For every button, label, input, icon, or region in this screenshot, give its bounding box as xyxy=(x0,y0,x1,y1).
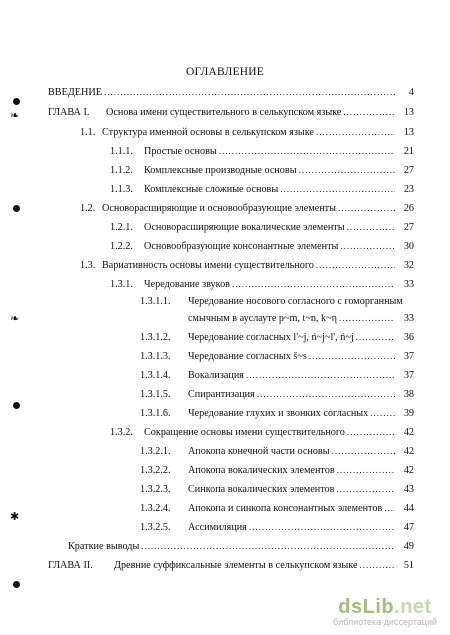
toc-entry-number: 1.1.1. xyxy=(110,146,133,157)
toc-page-number: 23 xyxy=(403,184,414,195)
leader-dots xyxy=(249,519,395,535)
toc-entry xyxy=(110,219,414,235)
toc-entry-text: Основорасширяющие вокалические элементы xyxy=(144,222,345,233)
toc-entry xyxy=(110,181,414,197)
toc-entry-number: 1.3.1. xyxy=(110,279,133,290)
toc-entry-number: 1.3. xyxy=(80,260,96,271)
toc-page-number: 27 xyxy=(403,165,414,176)
watermark-logo-main: dsLib xyxy=(338,596,395,618)
toc-entry xyxy=(110,162,414,178)
toc-entry-text: Простые основы xyxy=(144,146,217,157)
toc-entry xyxy=(140,519,414,535)
leader-dots xyxy=(356,329,395,345)
leader-dots xyxy=(257,386,395,402)
toc-entry-text: Основа имени существительного в селькупском языке xyxy=(106,107,342,118)
toc-entry-text: Древние суффиксальные элементы в селькупском языке xyxy=(114,560,358,571)
toc-page-number: 27 xyxy=(403,222,414,233)
toc-title: ОГЛАВЛЕНИЕ xyxy=(186,66,264,78)
toc-entry-number: ГЛАВА I. xyxy=(48,107,90,118)
toc-entry-number: 1.3.2.1. xyxy=(140,446,171,457)
toc-entry xyxy=(80,200,414,216)
toc-entry xyxy=(140,500,414,516)
toc-entry-text: Комплексные производные основы xyxy=(144,165,297,176)
toc-entry-number: 1.3.2.5. xyxy=(140,522,171,533)
toc-page-number: 33 xyxy=(403,279,414,290)
binder-hole-mark xyxy=(13,581,20,588)
toc-entry-text: Чередование согласных l'~j, ń~j~l', ń~j xyxy=(188,332,354,343)
scan-artifact-mark: ❧ xyxy=(10,312,20,325)
watermark-logo-suffix: .net xyxy=(394,596,432,618)
leader-dots xyxy=(332,443,395,459)
toc-entry-number: 1.1.2. xyxy=(110,165,133,176)
scan-artifact-mark: ❧ xyxy=(10,109,20,122)
toc-entry xyxy=(140,329,414,345)
toc-entry-text: Апокопа и синкопа консонантных элементов xyxy=(188,503,383,514)
leader-dots xyxy=(340,238,395,254)
leader-dots xyxy=(280,181,395,197)
leader-dots xyxy=(343,104,395,120)
toc-page-number: 33 xyxy=(403,313,414,324)
toc-page-number: 4 xyxy=(408,87,414,98)
toc-page-number: 30 xyxy=(403,241,414,252)
toc-entry-number: 1.3.2. xyxy=(110,427,133,438)
toc-entry xyxy=(140,348,414,364)
dslib-watermark xyxy=(330,596,440,627)
toc-entry-text: Чередование носового согласного с гоморганным xyxy=(188,296,403,307)
toc-entry-text: Апокопа конечной части основы xyxy=(188,446,330,457)
watermark-subtitle: библиотека диссертаций xyxy=(332,617,437,627)
leader-dots xyxy=(316,257,395,273)
toc-entry xyxy=(110,276,414,292)
toc-page-number: 44 xyxy=(403,503,414,514)
toc-entry-number: 1.3.1.3. xyxy=(140,351,171,362)
leader-dots xyxy=(336,481,395,497)
toc-entry-number: 1.2.2. xyxy=(110,241,133,252)
leader-dots xyxy=(370,405,395,421)
toc-entry-text: Основорасширяющие и основообразующие элементы xyxy=(102,203,336,214)
toc-entry-text: ВВЕДЕНИЕ xyxy=(48,87,102,98)
toc-entry xyxy=(140,462,414,478)
toc-page-number: 21 xyxy=(403,146,414,157)
toc-entry xyxy=(48,104,414,120)
toc-entry-first-line xyxy=(140,294,403,310)
toc-page-number: 39 xyxy=(403,408,414,419)
toc-entry-text: Спирантизация xyxy=(188,389,255,400)
leader-dots xyxy=(316,124,395,140)
toc-entry-number: 1.3.1.1. xyxy=(140,296,171,307)
toc-entry-text: Сокращение основы имени существительного xyxy=(144,427,345,438)
toc-entry-number: ГЛАВА II. xyxy=(48,560,93,571)
leader-dots xyxy=(338,200,395,216)
leader-dots xyxy=(141,538,395,554)
toc-page-number: 49 xyxy=(403,541,414,552)
leader-dots xyxy=(246,367,395,383)
toc-page-number: 38 xyxy=(403,389,414,400)
toc-entry-text: Апокопа вокалических элементов xyxy=(188,465,335,476)
toc-entry-text: Комплексные сложные основы xyxy=(144,184,279,195)
leader-dots xyxy=(219,143,395,159)
toc-entry xyxy=(110,143,414,159)
toc-page-number: 32 xyxy=(403,260,414,271)
toc-entry-text: Чередование согласных š~s xyxy=(188,351,307,362)
toc-entry-number: 1.2. xyxy=(80,203,96,214)
toc-entry xyxy=(80,257,414,273)
toc-page-number: 43 xyxy=(403,484,414,495)
toc-entry-text: Краткие выводы xyxy=(68,541,140,552)
leader-dots xyxy=(347,219,395,235)
toc-entry-number: 1.3.1.6. xyxy=(140,408,171,419)
leader-dots xyxy=(384,500,395,516)
toc-entry-text: Вокализация xyxy=(188,370,244,381)
toc-page-number: 42 xyxy=(403,446,414,457)
toc-entry xyxy=(110,238,414,254)
leader-dots xyxy=(309,348,395,364)
toc-entry-number: 1.3.2.3. xyxy=(140,484,171,495)
toc-entry-number: 1.3.1.2. xyxy=(140,332,171,343)
leader-dots xyxy=(339,310,395,326)
toc-page-number: 26 xyxy=(403,203,414,214)
watermark-logo xyxy=(330,596,440,619)
leader-dots xyxy=(104,84,395,100)
toc-entry-number: 1.3.2.4. xyxy=(140,503,171,514)
leader-dots xyxy=(299,162,395,178)
toc-page-number: 51 xyxy=(403,560,414,571)
binder-hole-mark xyxy=(13,98,20,105)
toc-entry-number: 1.1.3. xyxy=(110,184,133,195)
leader-dots xyxy=(347,424,395,440)
binder-hole-mark xyxy=(13,402,20,409)
toc-entry-number: 1.2.1. xyxy=(110,222,133,233)
toc-page-number: 37 xyxy=(403,351,414,362)
toc-page-number: 47 xyxy=(403,522,414,533)
toc-entry-text: Чередование глухих и звонких согласных xyxy=(188,408,369,419)
toc-entry xyxy=(80,124,414,140)
toc-page-number: 13 xyxy=(403,127,414,138)
toc-entry-number: 1.3.2.2. xyxy=(140,465,171,476)
toc-entry-text: Вариативность основы имени существительного xyxy=(102,260,314,271)
toc-page-number: 42 xyxy=(403,427,414,438)
toc-page-number: 37 xyxy=(403,370,414,381)
toc-page-number: 13 xyxy=(403,107,414,118)
toc-entry-number: 1.3.1.4. xyxy=(140,370,171,381)
toc-page-number: 42 xyxy=(403,465,414,476)
toc-entry-text: Основообразующие консонантные элементы xyxy=(144,241,339,252)
toc-entry xyxy=(68,538,414,554)
toc-entry-text: Чередование звуков xyxy=(144,279,230,290)
toc-entry xyxy=(140,367,414,383)
toc-entry-text-continued: смычным в ауслауте p~m, t~n, k~η xyxy=(188,313,337,324)
toc-entry xyxy=(110,424,414,440)
leader-dots xyxy=(337,462,395,478)
toc-entry xyxy=(140,443,414,459)
toc-page-number: 36 xyxy=(403,332,414,343)
toc-entry xyxy=(48,84,414,100)
toc-entry xyxy=(188,310,414,326)
toc-entry-number: 1.1. xyxy=(80,127,96,138)
scan-artifact-mark: ✱ xyxy=(10,510,20,523)
leader-dots xyxy=(360,557,396,573)
binder-hole-mark xyxy=(13,205,20,212)
toc-entry xyxy=(140,386,414,402)
toc-entry xyxy=(140,481,414,497)
toc-entry xyxy=(140,405,414,421)
toc-entry-number: 1.3.1.5. xyxy=(140,389,171,400)
leader-dots xyxy=(232,276,395,292)
toc-entry-text: Структура именной основы в селькупском языке xyxy=(102,127,314,138)
toc-entry-text: Ассимиляция xyxy=(188,522,247,533)
toc-entry-text: Синкопа вокалических элементов xyxy=(188,484,335,495)
toc-entry xyxy=(48,557,414,573)
